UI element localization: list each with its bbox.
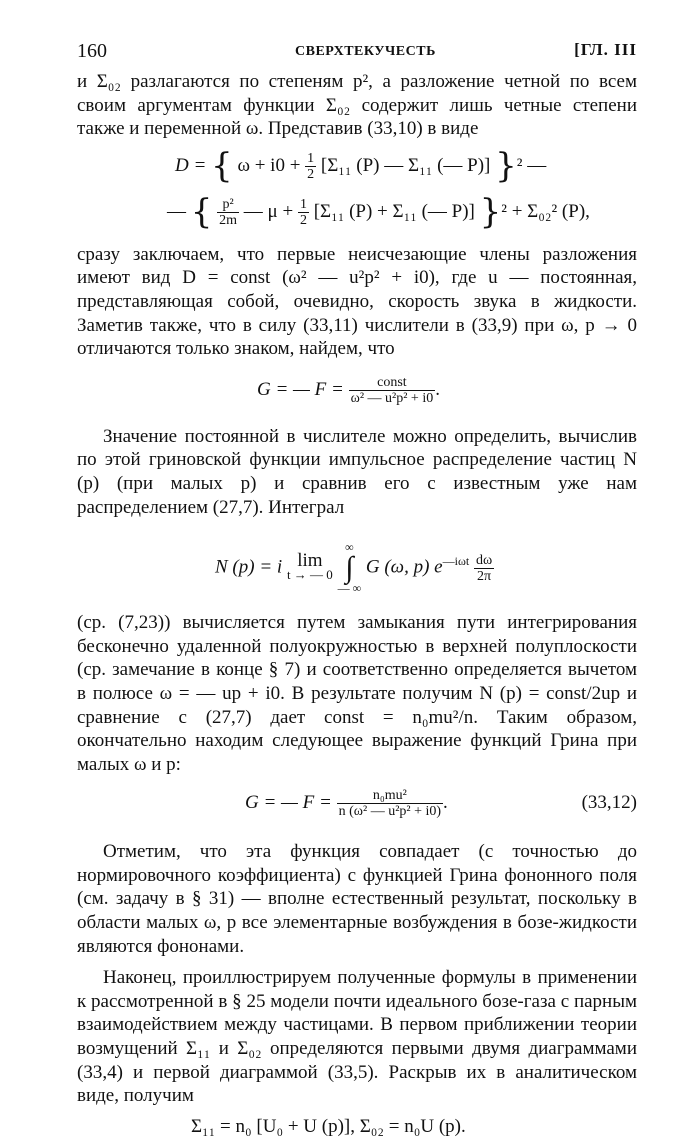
fraction-G2: $\frac{\text{n₀mu²}}{\text{n (ω² — u²p² + i0)}}$ — [338, 788, 442, 820]
formula-N-exponent: —iωt — [442, 554, 470, 569]
formula-D — [167, 145, 637, 239]
paragraph-4: (ср. (7,23)) вычисляется путем замыкания пути интегрирования бесконечно удаленной полуокружностью в верхней полуплоскости (ср. замечание в конце § 7) и соответственно определяется вычетом в полюсе ω = — up + i0. В результате получим N (p) = const/2up и сравнение с (27,7) дает const = n₀mu²/n. Таким образом, окончательно находим следующее выражение функций Грина при малых ω и p: — [77, 612, 637, 775]
brace-open-2: { — [190, 191, 213, 232]
page-number: 160 — [77, 40, 107, 62]
formula-G1-lhs: G = — F = — [257, 378, 344, 400]
paragraph-2: сразу заключаем, что первые неисчезающие члены разложения имеют вид D = const (ω² — u²p² + i0), где u — постоянная, представляющая собой, очевидно, скорость звука в жидкости. Заметив также, что в силу (33,11) числители в (33,9) при ω, p → 0 отличаются только знаком, найдем, что — [77, 243, 637, 360]
running-title: СВЕРХТЕКУЧЕСТЬ — [295, 44, 436, 59]
fraction-half: $\frac{1}{2}$ — [307, 150, 315, 182]
formula-D-tail2: ² + Σ₀₂² (P), — [501, 200, 590, 222]
paragraph-3: Значение постоянной в числителе можно определить, вычислив по этой гриновской функции импульсное распределение частиц N (p) (при малых p) и сравнив его с известным уже нам распределением (27,7). Интеграл — [77, 425, 637, 518]
formula-D-sigma-diff: [Σ₁₁ (P) — Σ₁₁ (— P)] — [320, 154, 491, 176]
formula-N — [215, 525, 637, 607]
page-header — [77, 40, 637, 70]
formula-D-mu: — μ + — [243, 200, 294, 222]
equation-number: (33,12) — [581, 792, 637, 814]
chapter-label: [ГЛ. III — [574, 40, 637, 59]
fraction-dw-2pi: $\frac{d\omega}{2\pi}$ — [475, 552, 493, 584]
formula-G2-end: . — [443, 792, 448, 814]
formula-D-tail1: ² — — [516, 154, 547, 176]
formula-D-sigma-sum: [Σ₁₁ (P) + Σ₁₁ (— P)] — [313, 200, 475, 222]
paragraph-5: Отметим, что эта функция совпадает (с точностью до нормировочного коэффициента) с функцией Грина фононного поля (см. задачу в § 31) — вполне естественный результат, поскольку в области малых ω, p все элементарные возбуждения в бозе-жидкости являются фононами. — [77, 841, 637, 957]
formula-G1-end: . — [435, 378, 440, 400]
formula-G2-lhs: G = — F = — [245, 792, 332, 814]
limit-operator: lim t → — 0 — [286, 550, 333, 583]
brace-open: { — [211, 145, 233, 186]
formula-G-const — [257, 369, 637, 411]
fraction-G1: $\frac{\text{const}}{\text{ω² — u²p² + i0}}$ — [350, 374, 434, 406]
book-page — [77, 40, 637, 1142]
formula-N-body: G (ω, p) e — [365, 556, 443, 578]
brace-close-2: } — [479, 191, 502, 232]
formula-D-minus: — — [167, 200, 186, 222]
brace-close: } — [495, 145, 517, 186]
formula-D-lhs: D = — [175, 154, 207, 176]
paragraph-6: Наконец, проиллюстрируем полученные формулы в применении к рассмотренной в § 25 модели почти идеального бозе-газа с парным взаимодействием между частицами. В первом приближении теории возмущений Σ₁₁ и Σ₀₂ определяются первыми двумя диаграммами (33,4) и первой диаграммой (33,5). Раскрыв их в аналитическом виде, получим — [77, 967, 637, 1107]
formula-sigma-final — [191, 1114, 637, 1142]
fraction-half-2: $\frac{1}{2}$ — [299, 196, 307, 228]
formula-D-term1: ω + i0 + — [237, 154, 301, 176]
formula-sigma-text: Σ₁₁ = n₀ [U₀ + U (p)], Σ₀₂ = n₀U (p). — [191, 1115, 466, 1137]
formula-N-lhs: N (p) = i — [215, 556, 283, 578]
formula-G-final — [77, 784, 637, 826]
paragraph-1: и Σ₀₂ разлагаются по степеням p², а разложение четной по всем своим аргументам функции Σ₀₂ содержит лишь четные степени также и переменной ω. Представив (33,10) в виде — [77, 71, 637, 140]
integral-sign: ∞ ∫ — ∞ — [337, 540, 362, 596]
fraction-p2-2m: $\frac{\text{p²}}{2m}$ — [219, 196, 238, 228]
